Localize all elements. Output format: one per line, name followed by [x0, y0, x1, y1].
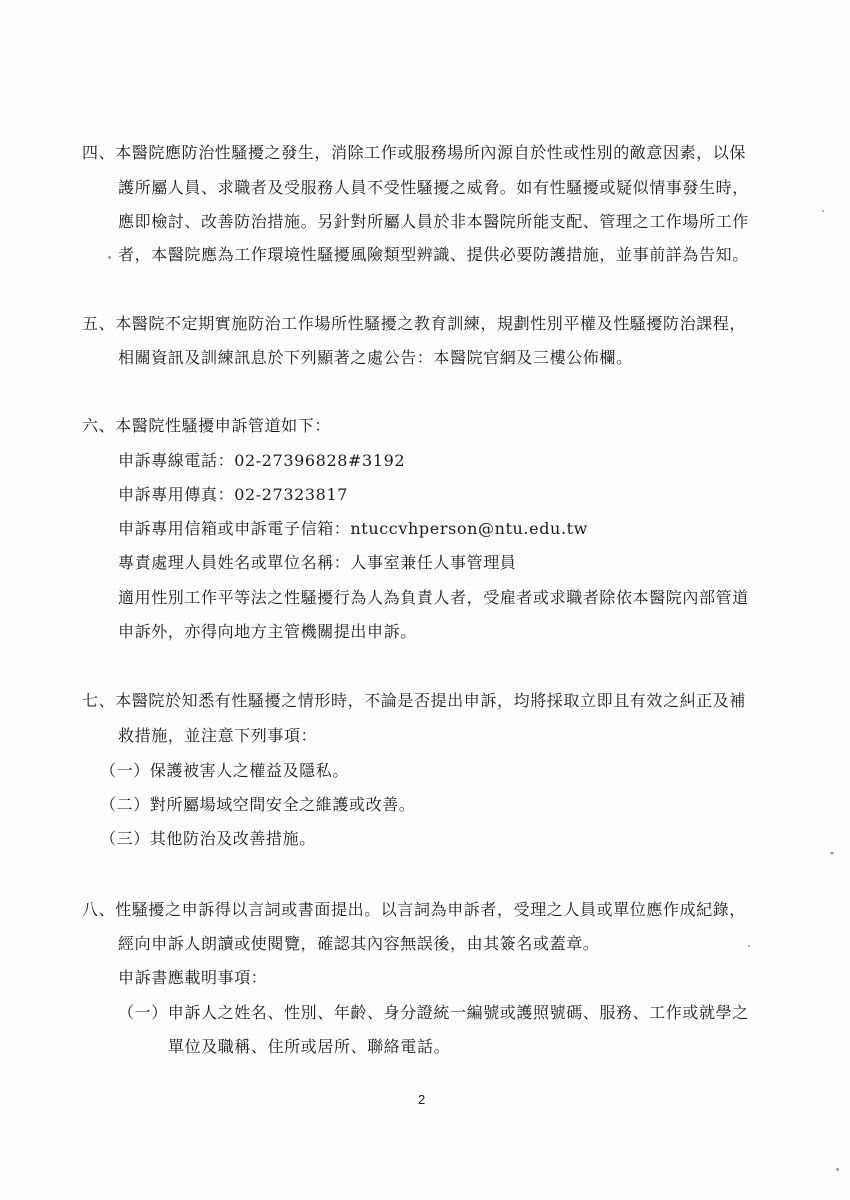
section-4-line-4: 者，本醫院應為工作環境性騷擾風險類型辨識、提供必要防護措施，並事前詳為告知。 — [118, 245, 749, 264]
section-4-line-1: 四、本醫院應防治性騷擾之發生，消除工作或服務場所內源自於性或性別的敵意因素，以保 — [82, 143, 747, 162]
section-8-item-1-line-2: 單位及職稱、住所或居所、聯絡電話。 — [168, 1037, 451, 1056]
section-7-item-1: （一）保護被害人之權益及隱私。 — [100, 761, 350, 780]
responsible-person: 專責處理人員姓名或單位名稱：人事室兼任人事管理員 — [118, 553, 517, 572]
complaint-email: 申訴專用信箱或申訴電子信箱：ntuccvhperson@ntu.edu.tw — [118, 519, 588, 538]
page-number: 2 — [418, 1092, 426, 1107]
section-5-line-2: 相關資訊及訓練訊息於下列顯著之處公告：本醫院官網及三樓公佈欄。 — [118, 348, 633, 367]
section-8-line-2: 經向申訴人朗讀或使閱覽，確認其內容無誤後，由其簽名或蓋章。 — [118, 934, 600, 953]
scan-speck — [836, 1168, 839, 1171]
section-8-line-1: 八、性騷擾之申訴得以言詞或書面提出。以言詞為申訴者，受理之人員或單位應作成紀錄， — [82, 900, 747, 919]
section-7-line-1: 七、本醫院於知悉有性騷擾之情形時，不論是否提出申訴，均將採取立即且有效之糾正及補 — [82, 691, 747, 710]
scan-speck — [822, 210, 824, 212]
complaint-fax: 申訴專用傳真：02-27323817 — [118, 485, 349, 504]
section-7-line-2: 救措施，並注意下列事項： — [118, 726, 318, 745]
section-6-line-6: 適用性別工作平等法之性騷擾行為人為負責人者，受雇者或求職者除依本醫院內部管道 — [118, 588, 749, 607]
complaint-phone: 申訴專線電話：02-27396828#3192 — [118, 451, 406, 470]
scan-speck — [108, 256, 111, 259]
scan-speck — [748, 945, 750, 947]
scan-speck — [830, 852, 834, 854]
section-8-item-1-line-1: （一）申訴人之姓名、性別、年齡、身分證統一編號或護照號碼、服務、工作或就學之 — [118, 1003, 749, 1022]
section-4-line-3: 應即檢討、改善防治措施。另針對所屬人員於非本醫院所能支配、管理之工作場所工作 — [118, 212, 749, 231]
section-6-line-1: 六、本醫院性騷擾申訴管道如下： — [82, 416, 332, 435]
section-8-line-3: 申訴書應載明事項： — [118, 968, 268, 987]
section-7-item-2: （二）對所屬場域空間安全之維護或改善。 — [100, 795, 416, 814]
section-4-line-2: 護所屬人員、求職者及受服務人員不受性騷擾之威脅。如有性騷擾或疑似情事發生時， — [118, 178, 749, 197]
section-5-line-1: 五、本醫院不定期實施防治工作場所性騷擾之教育訓練，規劃性別平權及性騷擾防治課程， — [82, 314, 747, 333]
section-7-item-3: （三）其他防治及改善措施。 — [100, 829, 316, 848]
section-6-line-7: 申訴外，亦得向地方主管機關提出申訴。 — [118, 622, 417, 641]
